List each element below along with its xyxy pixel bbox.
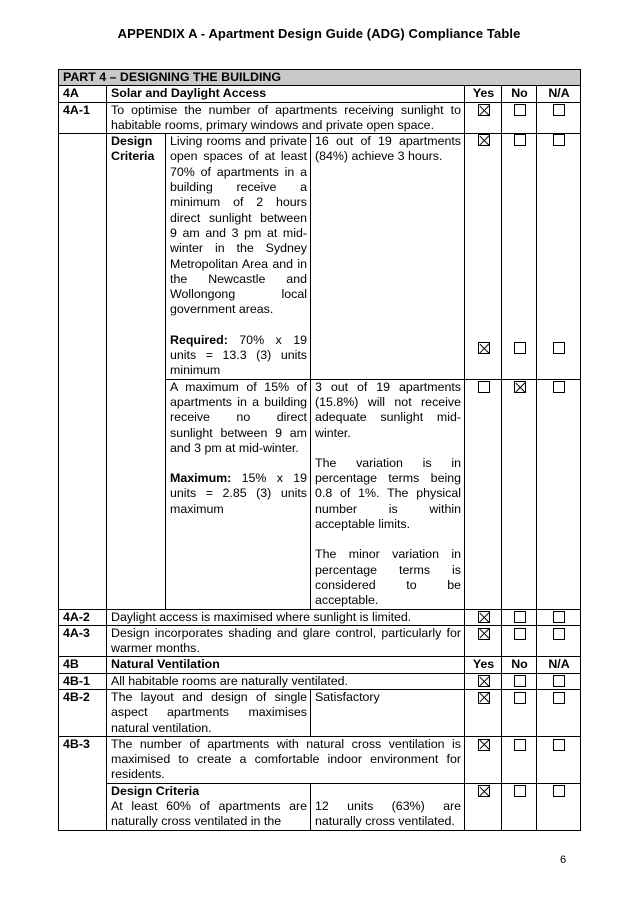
no-cell bbox=[502, 689, 537, 736]
na-header: N/A bbox=[537, 657, 581, 673]
objective-code: 4B-3 bbox=[59, 736, 107, 830]
yes-cell bbox=[465, 609, 502, 625]
design-criteria-label: Design Criteria bbox=[107, 134, 166, 609]
checkbox-na[interactable] bbox=[553, 342, 565, 354]
objective-row-4a-3 bbox=[59, 625, 581, 657]
no-header: No bbox=[502, 86, 537, 102]
objective-row-4b-3 bbox=[59, 736, 581, 783]
no-cell bbox=[502, 609, 537, 625]
criteria-required bbox=[170, 333, 307, 379]
checkbox-na[interactable] bbox=[553, 104, 565, 116]
checkbox-na[interactable] bbox=[553, 739, 565, 751]
na-cell bbox=[537, 379, 581, 609]
criteria-cross-vent-text: At least 60% of apartments are naturally cross ventilated in the bbox=[111, 799, 307, 829]
objective-row-4a-1 bbox=[59, 102, 581, 134]
section-title: Solar and Daylight Access bbox=[107, 86, 465, 102]
yes-cell bbox=[465, 102, 502, 134]
checkbox-no[interactable] bbox=[514, 739, 526, 751]
checkbox-no[interactable] bbox=[514, 104, 526, 116]
checkbox-yes-checked[interactable] bbox=[478, 739, 490, 751]
required-text: 70% x 19 units = 13.3 (3) units minimum bbox=[170, 332, 307, 378]
no-cell bbox=[502, 379, 537, 609]
criteria-sunlight-text: Living rooms and private open spaces of at least 70% of apartments in a building receive a minimum of 2 hours direct sunlight between 9 am and 3 pm at mid-winter in the Sydney Metropolitan Area and in the Newcastle and Wollongong local government areas. bbox=[170, 134, 307, 317]
yes-cell bbox=[465, 689, 502, 736]
no-cell bbox=[502, 102, 537, 134]
required-label: Required: bbox=[170, 332, 228, 347]
checkbox-na[interactable] bbox=[553, 611, 565, 623]
checkbox-yes-checked[interactable] bbox=[478, 134, 490, 146]
objective-comment: Satisfactory bbox=[311, 689, 465, 736]
na-cell bbox=[537, 609, 581, 625]
criteria-row-cross-ventilation bbox=[59, 783, 581, 830]
yes-cell bbox=[465, 625, 502, 657]
objective-text: Daylight access is maximised where sunlight is limited. bbox=[107, 609, 465, 625]
checkbox-no[interactable] bbox=[514, 692, 526, 704]
criteria-comment bbox=[311, 379, 465, 609]
objective-row-4a-2 bbox=[59, 609, 581, 625]
checkbox-na[interactable] bbox=[553, 675, 565, 687]
yes-cell bbox=[465, 379, 502, 609]
maximum-text: 15% x 19 units = 2.85 (3) units maximum bbox=[170, 471, 307, 516]
objective-code: 4A-2 bbox=[59, 609, 107, 625]
criteria-no-sunlight-text: A maximum of 15% of apartments in a building receive no direct sunlight between 9 am and 3 pm at mid-winter. bbox=[170, 379, 307, 455]
criteria-comment: 12 units (63%) are naturally cross ventilated. bbox=[311, 783, 465, 830]
objective-row-4b-2 bbox=[59, 689, 581, 736]
objective-code: 4A-1 bbox=[59, 102, 107, 134]
na-cell bbox=[537, 134, 581, 379]
criteria-text bbox=[107, 783, 311, 830]
checkbox-yes[interactable] bbox=[478, 381, 490, 393]
page-number: 6 bbox=[560, 854, 567, 866]
no-header: No bbox=[502, 657, 537, 673]
no-cell bbox=[502, 134, 537, 379]
objective-code: 4A-3 bbox=[59, 625, 107, 657]
objective-code: 4B-2 bbox=[59, 689, 107, 736]
checkbox-no[interactable] bbox=[514, 675, 526, 687]
criteria-row-sunlight bbox=[59, 134, 581, 379]
objective-text: Design incorporates shading and glare control, particularly for warmer months. bbox=[107, 625, 465, 657]
checkbox-na[interactable] bbox=[553, 628, 565, 640]
na-header: N/A bbox=[537, 86, 581, 102]
section-4b-row bbox=[59, 657, 581, 673]
na-cell bbox=[537, 625, 581, 657]
yes-header: Yes bbox=[465, 86, 502, 102]
checkbox-na[interactable] bbox=[553, 692, 565, 704]
design-criteria-label: Design Criteria bbox=[111, 783, 200, 798]
no-cell bbox=[502, 783, 537, 830]
na-cell bbox=[537, 783, 581, 830]
objective-row-4b-1 bbox=[59, 673, 581, 689]
checkbox-no[interactable] bbox=[514, 342, 526, 354]
criteria-text bbox=[166, 379, 311, 609]
no-cell bbox=[502, 736, 537, 783]
yes-cell bbox=[465, 736, 502, 783]
objective-text: The number of apartments with natural cross ventilation is maximised to create a comfortable indoor environment for residents. bbox=[107, 736, 465, 783]
objective-text: All habitable rooms are naturally ventilated. bbox=[107, 673, 465, 689]
checkbox-na[interactable] bbox=[553, 134, 565, 146]
checkbox-yes-checked[interactable] bbox=[478, 692, 490, 704]
checkbox-yes-checked[interactable] bbox=[478, 342, 490, 354]
checkbox-yes-checked[interactable] bbox=[478, 611, 490, 623]
comment-2: The variation is in percentage terms being 0.8 of 1%. The physical number is within acceptable limits. bbox=[315, 455, 461, 532]
checkbox-no[interactable] bbox=[514, 611, 526, 623]
checkbox-yes-checked[interactable] bbox=[478, 628, 490, 640]
compliance-table bbox=[58, 69, 581, 831]
comment-3: The minor variation in percentage terms is considered to be acceptable. bbox=[315, 547, 461, 608]
criteria-comment: 16 out of 19 apartments (84%) achieve 3 hours. bbox=[311, 134, 465, 379]
checkbox-yes-checked[interactable] bbox=[478, 675, 490, 687]
yes-cell bbox=[465, 673, 502, 689]
part-heading: PART 4 – DESIGNING THE BUILDING bbox=[59, 70, 581, 86]
criteria-text bbox=[166, 134, 311, 379]
part-header-row bbox=[59, 70, 581, 86]
no-cell bbox=[502, 673, 537, 689]
section-4a-row bbox=[59, 86, 581, 102]
comment-1: 3 out of 19 apartments (15.8%) will not receive adequate sunlight mid-winter. bbox=[315, 379, 461, 440]
checkbox-yes-checked[interactable] bbox=[478, 785, 490, 797]
no-cell bbox=[502, 625, 537, 657]
checkbox-no[interactable] bbox=[514, 628, 526, 640]
objective-code: 4B-1 bbox=[59, 673, 107, 689]
na-cell bbox=[537, 102, 581, 134]
yes-cell bbox=[465, 783, 502, 830]
checkbox-no-checked[interactable] bbox=[514, 381, 526, 393]
objective-text: The layout and design of single aspect apartments maximises natural ventilation. bbox=[107, 689, 311, 736]
maximum-label: Maximum: bbox=[170, 471, 232, 486]
yes-cell bbox=[465, 134, 502, 379]
checkbox-yes-checked[interactable] bbox=[478, 104, 490, 116]
section-title: Natural Ventilation bbox=[107, 657, 465, 673]
page-title: APPENDIX A - Apartment Design Guide (ADG) Compliance Table bbox=[117, 26, 521, 41]
objective-text: To optimise the number of apartments receiving sunlight to habitable rooms, primary windows and private open space. bbox=[107, 102, 465, 134]
na-cell bbox=[537, 689, 581, 736]
checkbox-na[interactable] bbox=[553, 785, 565, 797]
section-code: 4B bbox=[59, 657, 107, 673]
checkbox-no[interactable] bbox=[514, 785, 526, 797]
na-cell bbox=[537, 673, 581, 689]
criteria-maximum bbox=[170, 471, 307, 517]
yes-header: Yes bbox=[465, 657, 502, 673]
section-code: 4A bbox=[59, 86, 107, 102]
checkbox-na[interactable] bbox=[553, 381, 565, 393]
na-cell bbox=[537, 736, 581, 783]
checkbox-no[interactable] bbox=[514, 134, 526, 146]
